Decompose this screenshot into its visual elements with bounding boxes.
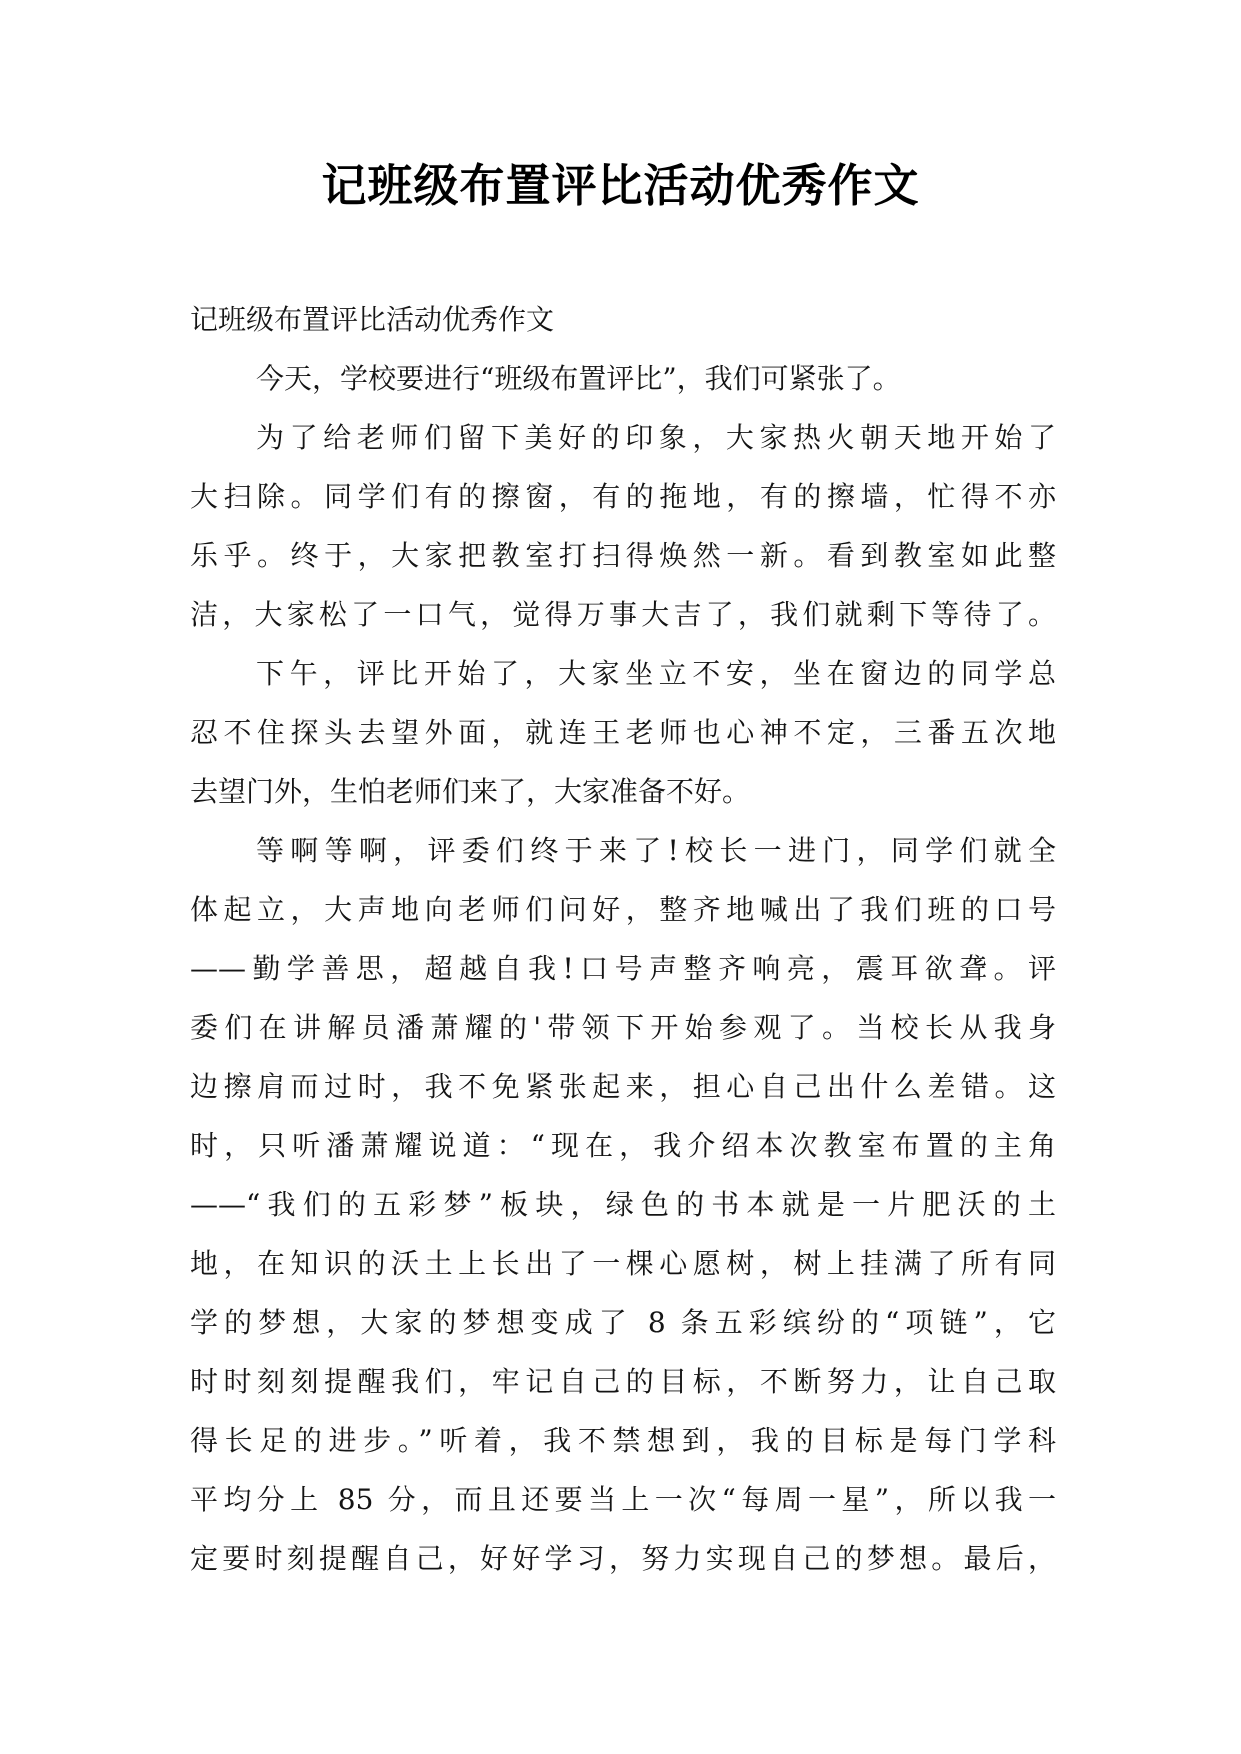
body-line: 体起立，大声地向老师们问好，整齐地喊出了我们班的口号 — [190, 893, 1056, 926]
body-line: 下午，评比开始了，大家坐立不安，坐在窗边的同学总 — [256, 657, 1056, 690]
body-line: 地，在知识的沃土上长出了一棵心愿树，树上挂满了所有同 — [190, 1247, 1056, 1280]
document-body — [190, 290, 1056, 1588]
body-line: 得长足的进步。”听着，我不禁想到，我的目标是每门学科 — [190, 1424, 1056, 1457]
body-line: 今天，学校要进行“班级布置评比”，我们可紧张了。 — [256, 362, 901, 395]
body-line: 定要时刻提醒自己，好好学习，努力实现自己的梦想。最后， — [190, 1542, 1056, 1575]
body-line: 时时刻刻提醒我们，牢记自己的目标，不断努力，让自己取 — [190, 1365, 1056, 1398]
body-line: 委们在讲解员潘萧耀的'带领下开始参观了。当校长从我身 — [190, 1011, 1056, 1044]
body-line: ——“我们的五彩梦”板块，绿色的书本就是一片肥沃的土 — [190, 1188, 1056, 1221]
body-line: 学的梦想，大家的梦想变成了 8 条五彩缤纷的“项链”，它 — [190, 1306, 1056, 1339]
body-line: 洁，大家松了一口气，觉得万事大吉了，我们就剩下等待了。 — [190, 598, 1056, 631]
body-line: 大扫除。同学们有的擦窗，有的拖地，有的擦墙，忙得不亦 — [190, 480, 1056, 513]
body-line: 忍不住探头去望外面，就连王老师也心神不定，三番五次地 — [190, 716, 1056, 749]
body-line: 为了给老师们留下美好的印象，大家热火朝天地开始了 — [256, 421, 1056, 454]
body-line: ——勤学善思，超越自我!口号声整齐响亮，震耳欲聋。评 — [190, 952, 1056, 985]
document-title: 记班级布置评比活动优秀作文 — [321, 159, 920, 212]
body-line: 去望门外，生怕老师们来了，大家准备不好。 — [190, 775, 751, 808]
body-line: 平均分上 85 分，而且还要当上一次“每周一星”，所以我一 — [190, 1483, 1056, 1516]
body-line: 等啊等啊，评委们终于来了!校长一进门，同学们就全 — [256, 834, 1056, 867]
body-line-subtitle: 记班级布置评比活动优秀作文 — [190, 303, 555, 336]
body-line: 乐乎。终于，大家把教室打扫得焕然一新。看到教室如此整 — [190, 539, 1056, 572]
body-line: 边擦肩而过时，我不免紧张起来，担心自己出什么差错。这 — [190, 1070, 1056, 1103]
body-line: 时，只听潘萧耀说道：“现在，我介绍本次教室布置的主角 — [190, 1129, 1056, 1162]
